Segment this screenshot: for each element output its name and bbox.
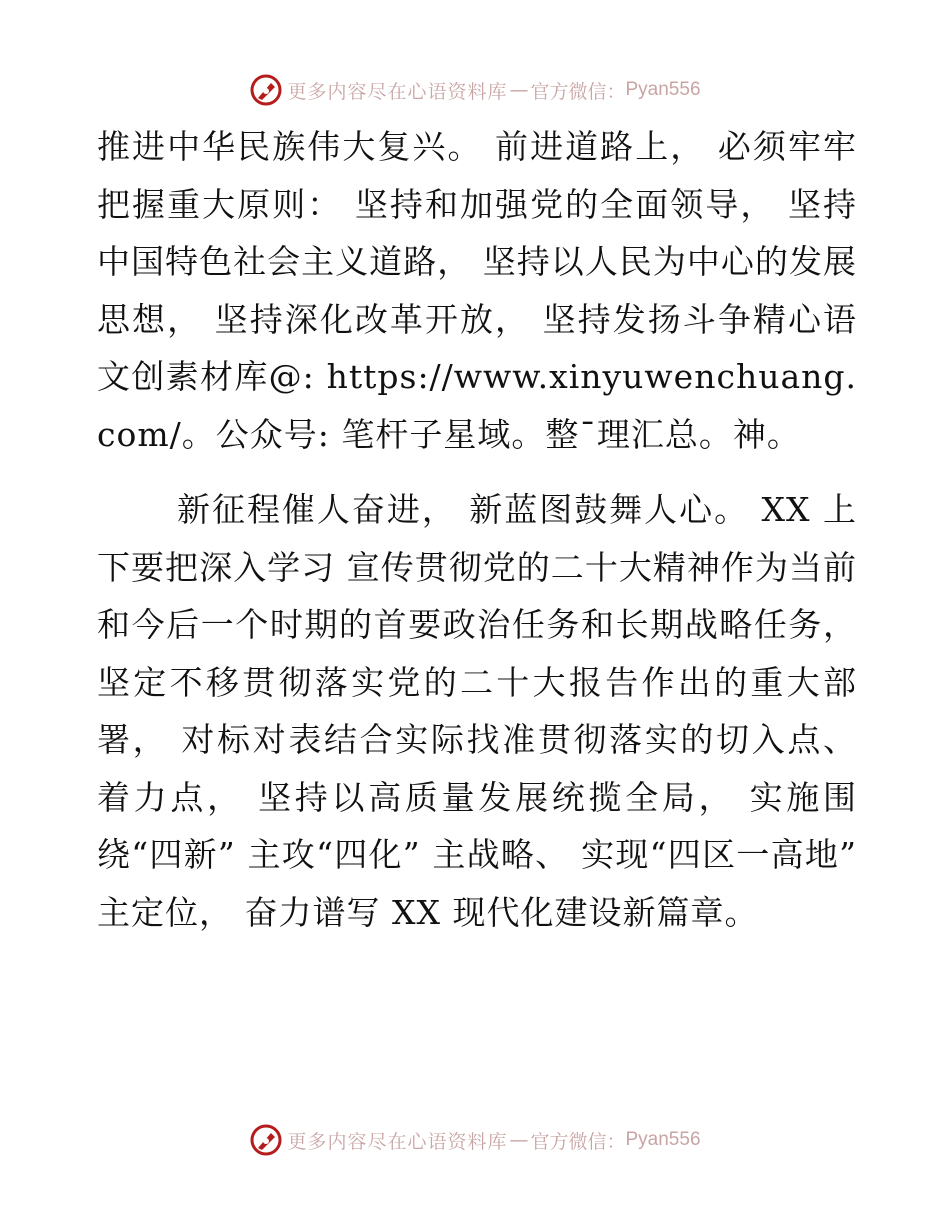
pen-logo-icon (249, 1123, 283, 1157)
watermark-separator: — (509, 1129, 529, 1151)
paragraph-2: 新征程催人奋进， 新蓝图鼓舞人心。 XX 上下要把深入学习 宣传贯彻党的二十大精神作为当前和今后一个时期的首要政治任务和长期战略任务， 坚定不移贯彻落实党的二十大报告作出的重大部署， 对标对表结合实际找准贯彻落实的切入点、 着力点， 坚持以高质量发展统揽全局， 实施围绕“四新” 主攻“四化” 主战略、 实现“四区一高地” 主定位， 奋力谱写 XX 现代化建设新篇章。 (97, 490, 857, 932)
watermark-wechat-label: 官方微信： (530, 1130, 626, 1153)
document-body (97, 118, 857, 941)
header-watermark (0, 70, 950, 110)
watermark-wechat-label: 官方微信： (530, 80, 626, 103)
watermark-wechat-id: Pyan556 (625, 79, 701, 100)
watermark-promo-text: 更多内容尽在心语资料库 (287, 1130, 508, 1153)
footer-watermark (0, 1120, 950, 1160)
paragraph-1: 推进中华民族伟大复兴。 前进道路上， 必须牢牢把握重大原则： 坚持和加强党的全面领导， 坚持中国特色社会主义道路， 坚持以人民为中心的发展思想， 坚持深化改革开放， 坚持发扬斗争精心语文创素材库@: https://www.xinyuwenchuang.com/。公众号: 笔杆子星域。整¯理汇总。神。 (97, 127, 857, 454)
watermark-promo-text: 更多内容尽在心语资料库 (287, 80, 508, 103)
watermark-separator: — (509, 79, 529, 101)
watermark-wechat-id: Pyan556 (625, 1129, 701, 1150)
pen-logo-icon (249, 73, 283, 107)
